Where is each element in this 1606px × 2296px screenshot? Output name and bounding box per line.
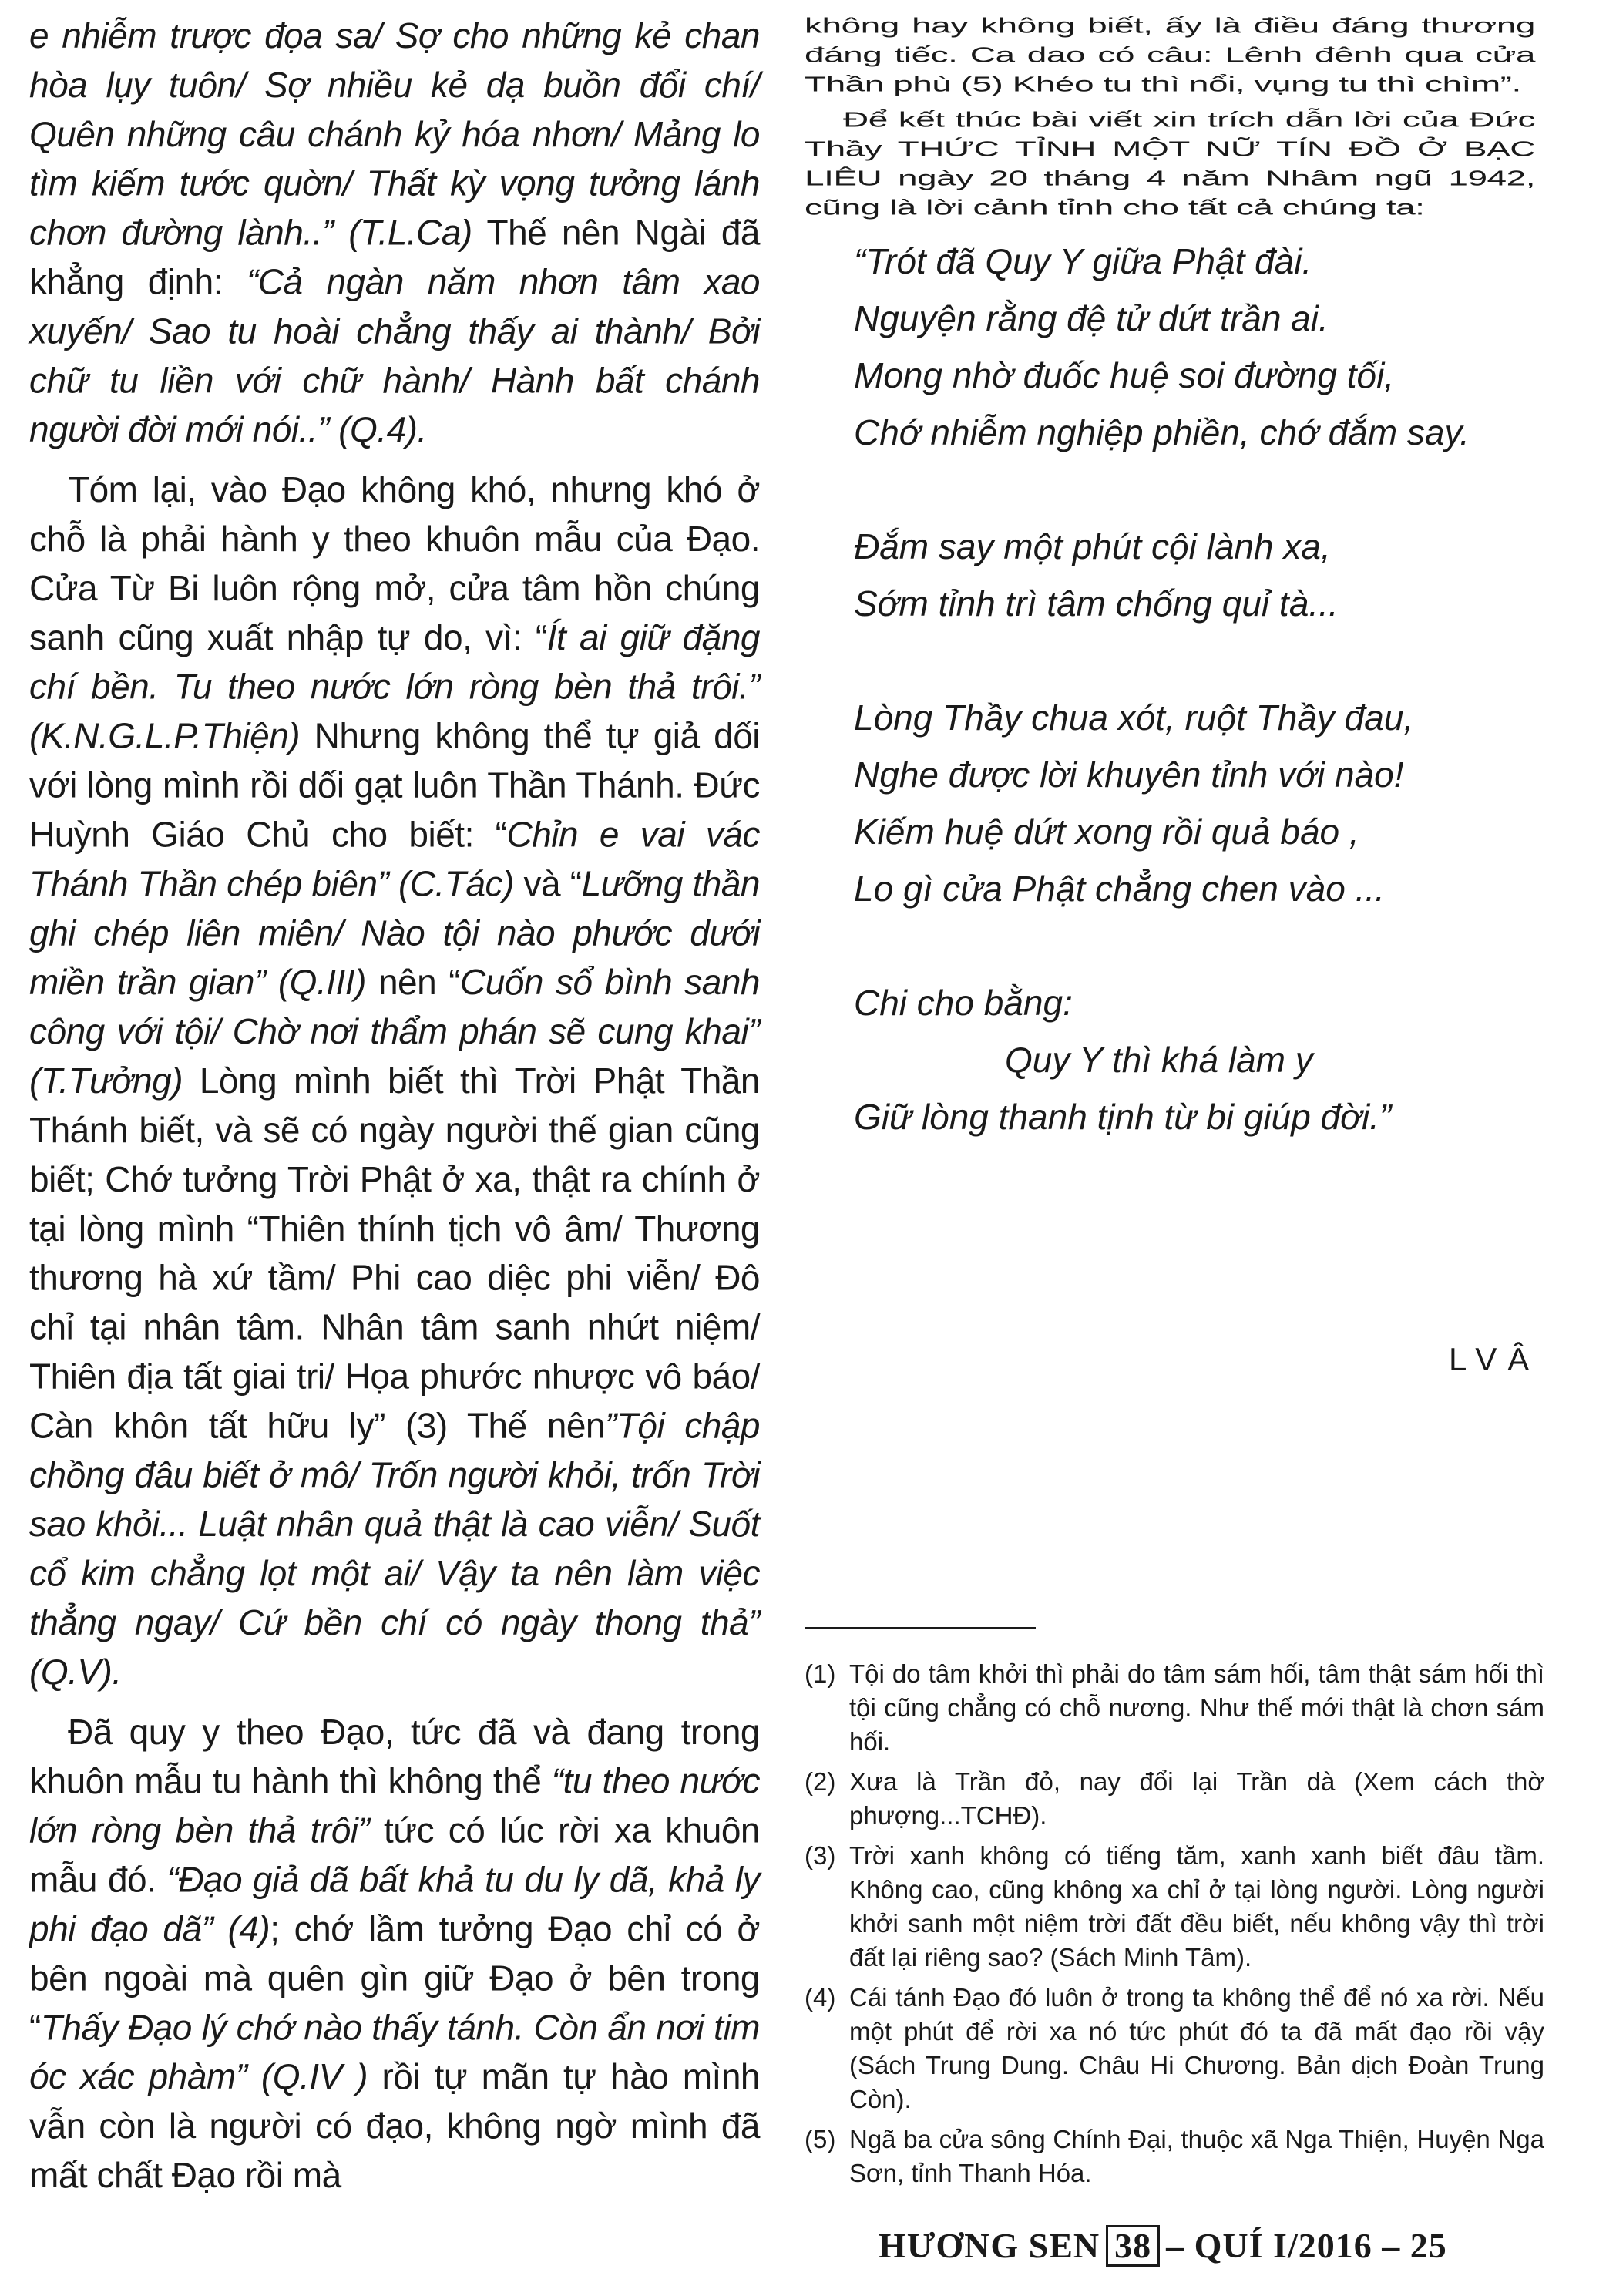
poem-line: Giữ lòng thanh tịnh từ bi giúp đời.” (854, 1097, 1392, 1137)
footnote-number: (2) (805, 1767, 836, 1796)
poem-line: “Trót đã Quy Y giữa Phật đài. (854, 241, 1312, 281)
text-segment: “Đạo giả dã bất khả tu du ly dã, khả ly phi đạo dã” (4) (29, 1859, 760, 1949)
text-segment: Lòng mình biết thì Trời Phật Thần Thánh biết, và sẽ có ngày người thế gian cũng biết; Chớ tưởng Trời Phật ở xa, thật ra chính ở tại lòng mình “Thiên thính tịch vô âm/ Thương thương hà xứ tầm/ Phi cao diệc phi viễn/ Đô chỉ tại nhân tâm. Nhân tâm sanh nhứt niệm/ Thiên địa tất giai tri/ Họa phước nhược vô báo/ Càn khôn tất hữu ly” (3) Thế nên (29, 1061, 760, 1446)
text-segment: ; chớ lầm tưởng Đạo chỉ có ở bên ngoài mà quên gìn giữ Đạo ở bên trong “ (29, 1908, 760, 2048)
text-segment: Tóm lại, vào Đạo không khó, nhưng khó ở chỗ là phải hành y theo khuôn mẫu của Đạo. Cửa Từ Bi luôn rộng mở, cửa tâm hồn chúng sanh cũng xuất nhập tự do, vì: “ (29, 469, 760, 657)
page-footer (879, 2225, 1447, 2267)
text-segment: Đã quy y theo Đạo, tức đã và đang trong khuôn mẫu tu hành thì không thể (29, 1711, 760, 1801)
poem-stanza-1 (854, 233, 1547, 461)
right-paragraph-1: không hay không biết, ấy là điều đáng thương đáng tiếc. Ca dao có câu: Lênh đênh qua cửa Thần phù (5) Khéo tu thì nổi, vụng tu thì chìm”. (805, 13, 1535, 96)
text-segment: nên “ (365, 962, 461, 1003)
footnote-divider (805, 1627, 1036, 1629)
poem-stanza-3 (854, 689, 1547, 917)
footnote-number: (4) (805, 1983, 836, 2012)
text-segment: “Cả ngàn năm nhơn tâm xao xuyến/ Sao tu hoài chẳng thấy ai thành/ Bởi chữ tu liền với chữ hành/ Hành bất chánh người đời mới nói..” (Q.4). (29, 261, 760, 450)
poem-line: Đắm say một phút cội lành xa, (854, 526, 1331, 566)
poem (854, 233, 1547, 1145)
footnote-item (805, 1765, 1544, 1833)
footnote-text: Tội do tâm khởi thì phải do tâm sám hối, tâm thật sám hối thì tội cũng chẳng có chỗ nương. Như thế mới thật là chơn sám hối. (849, 1659, 1544, 1756)
poem-line: Lòng Thầy chua xót, ruột Thầy đau, (854, 698, 1414, 738)
footnote-text: Xưa là Trần đỏ, nay đổi lại Trần dà (Xem cách thờ phượng...TCHĐ). (849, 1767, 1544, 1830)
poem-line: Lo gì cửa Phật chẳng chen vào ... (854, 869, 1385, 909)
footnote-item (805, 1839, 1544, 1975)
text-segment: Nhưng không thể tự giả dối với lòng mình rồi dối gạt luôn Thần Thánh. Đức Huỳnh Giáo Chủ cho biết: “ (29, 715, 760, 855)
left-paragraph (29, 11, 760, 454)
text-segment: rồi tự mãn tự hào mình vẫn còn là người có đạo, không ngờ mình đã mất chất Đạo rồi mà (29, 2056, 760, 2196)
text-segment: và “ (513, 863, 582, 904)
text-segment: Thấy Đạo lý chớ nào thấy tánh. Còn ẩn nơi tim óc xác phàm” (Q.IV ) (29, 2007, 760, 2097)
footnotes (805, 1657, 1544, 2197)
poem-line: Mong nhờ đuốc huệ soi đường tối, (854, 355, 1395, 395)
poem-stanza-2 (854, 518, 1547, 632)
text-segment: Chỉn e vai vác Thánh Thần chép biên” (C.Tác) (29, 814, 760, 904)
magazine-name: HƯƠNG SEN (879, 2226, 1100, 2265)
left-paragraph (29, 465, 760, 1696)
footnote-text: Cái tánh Đạo đó luôn ở trong ta không thể để nó xa rời. Nếu một phút để rời xa nó tức phút đó ta đã mất đạo rồi vậy (Sách Trung Dung. Châu Hi Chương. Bản dịch Đoàn Trung Còn). (849, 1983, 1544, 2113)
right-paragraph-2: Để kết thúc bài viết xin trích dẫn lời của Đức Thầy THỨC TỈNH MỘT NỮ TÍN ĐỒ Ở BẠC LIÊU ngày 20 tháng 4 năm Nhâm ngũ 1942, cũng là lời cảnh tỉnh cho tất cả chúng ta: (805, 107, 1535, 220)
text-segment: Lưỡng thần ghi chép liên miên/ Nào tội nào phước dưới miền trần gian” (Q.III) (29, 863, 760, 1003)
text-segment: e nhiễm trược đọa sa/ Sợ cho những kẻ chan hòa lụy tuôn/ Sợ nhiều kẻ dạ buồn đổi chí/ Quên những câu chánh kỷ hóa nhơn/ Mảng lo tìm kiếm tước quờn/ Thất kỳ vọng tưởng lánh chơn đường lành..” (T.L.Ca) (29, 15, 760, 253)
poem-line-centered: Quy Y thì khá làm y (1005, 1040, 1313, 1080)
text-segment: Thế nên Ngài đã khẳng định: (29, 212, 760, 302)
left-column (29, 11, 760, 2200)
poem-line: Nguyện rằng đệ tử dứt trần ai. (854, 298, 1329, 338)
text-segment: tức có lúc rời xa khuôn mẫu đó. (29, 1810, 760, 1900)
footnote-item (805, 2123, 1544, 2190)
left-paragraph (29, 1707, 760, 2200)
poem-stanza-4 (854, 974, 1547, 1145)
text-segment: Cuốn sổ bình sanh công với tội/ Chờ nơi thẩm phán sẽ cung khai” (T.Tưởng) (29, 962, 760, 1101)
poem-line: Sớm tỉnh trì tâm chống quỉ tà... (854, 583, 1339, 624)
text-segment: “tu theo nước lớn ròng bèn thả trôi” (29, 1760, 760, 1851)
footnote-number: (1) (805, 1659, 836, 1688)
footnote-number: (5) (805, 2125, 836, 2153)
text-segment: ”Tội chập chồng đâu biết ở mô/ Trốn người khỏi, trốn Trời sao khỏi... Luật nhân quả thật là cao viễn/ Suốt cổ kim chẳng lọt một ai/ Vậy ta nên làm việc thẳng ngay/ Cứ bền chí có ngày thong thả” (Q.V). (29, 1405, 761, 1692)
text-segment: Ít ai giữ đặng chí bền. Tu theo nước lớn ròng bèn thả trôi.” (K.N.G.L.P.Thiện) (29, 617, 761, 756)
poem-line: Chi cho bằng: (854, 983, 1073, 1023)
footnote-text: Trời xanh không có tiếng tăm, xanh xanh biết đâu tầm. Không cao, cũng không xa chỉ ở tại lòng người. Lòng người khởi sanh một niệm trời đất đều biết, nếu không vậy thì trời đất lại riêng sao? (Sách Minh Tâm). (849, 1841, 1544, 1972)
issue-date-page: – QUÍ I/2016 – 25 (1166, 2226, 1447, 2265)
footnote-item (805, 1981, 1544, 2116)
footnote-text: Ngã ba cửa sông Chính Đại, thuộc xã Nga Thiện, Huyện Nga Sơn, tỉnh Thanh Hóa. (849, 2125, 1544, 2187)
poem-line: Chớ nhiễm nghiệp phiền, chớ đắm say. (854, 412, 1470, 452)
footnote-item (805, 1657, 1544, 1759)
footnote-number: (3) (805, 1841, 836, 1870)
author-signature: LVÂ (1449, 1341, 1540, 1377)
right-column (805, 11, 1535, 222)
poem-line: Nghe được lời khuyên tỉnh với nào! (854, 755, 1404, 795)
issue-number-box: 38 (1106, 2225, 1160, 2267)
poem-line: Kiếm huệ dứt xong rồi quả báo , (854, 812, 1359, 852)
